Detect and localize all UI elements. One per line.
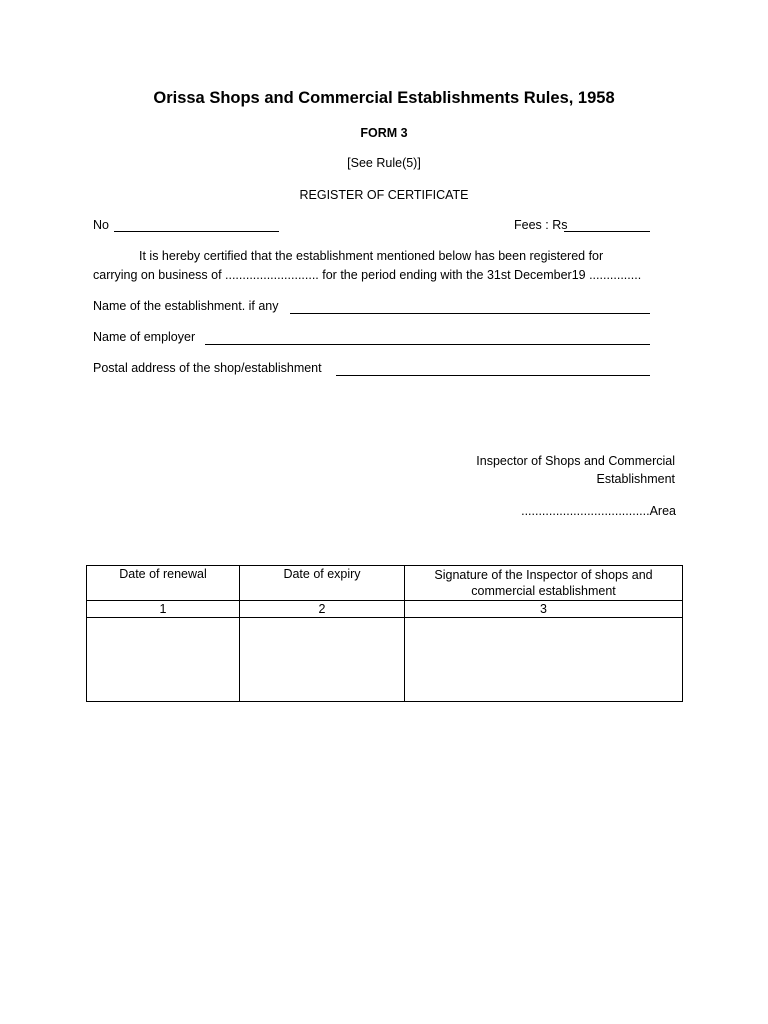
- document-title: Orissa Shops and Commercial Establishments Rules, 1958: [153, 89, 615, 107]
- no-blank-line[interactable]: [114, 231, 279, 232]
- table-header-row: [87, 566, 683, 601]
- header-inspector-signature: Signature of the Inspector of shops and commercial establishment: [405, 566, 683, 601]
- fees-label: Fees : Rs: [514, 218, 568, 232]
- no-label: No: [93, 218, 109, 232]
- register-title: REGISTER OF CERTIFICATE: [299, 188, 469, 202]
- rule-reference: [See Rule(5)]: [347, 156, 421, 170]
- employer-name-line[interactable]: [205, 344, 650, 345]
- form-label: FORM 3: [360, 126, 408, 140]
- column-number-1: 1: [87, 601, 240, 618]
- column-number-2: 2: [240, 601, 405, 618]
- certification-text-line-1: It is hereby certified that the establishment mentioned below has been registered for: [139, 249, 604, 263]
- header-date-of-renewal: Date of renewal: [87, 566, 240, 601]
- renewal-table: [86, 565, 683, 702]
- postal-address-label: Postal address of the shop/establishment: [93, 361, 322, 375]
- signature-cell[interactable]: [405, 618, 683, 702]
- renewal-date-cell[interactable]: [87, 618, 240, 702]
- establishment-name-label: Name of the establishment. if any: [93, 299, 279, 313]
- column-number-3: 3: [405, 601, 683, 618]
- certification-text-line-2: carrying on business of ........................... for the period ending with the 31st December19 ...............: [93, 268, 642, 282]
- fees-blank-line[interactable]: [564, 231, 650, 232]
- table-number-row: [87, 601, 683, 618]
- expiry-date-cell[interactable]: [240, 618, 405, 702]
- establishment-name-line[interactable]: [290, 313, 650, 314]
- inspector-title-line-2: Establishment: [596, 472, 675, 486]
- table-row: [87, 618, 683, 702]
- header-date-of-expiry: Date of expiry: [240, 566, 405, 601]
- employer-name-label: Name of employer: [93, 330, 196, 344]
- area-line: .....................................Area: [521, 504, 676, 518]
- postal-address-line[interactable]: [336, 375, 650, 376]
- inspector-title-line-1: Inspector of Shops and Commercial: [476, 454, 675, 468]
